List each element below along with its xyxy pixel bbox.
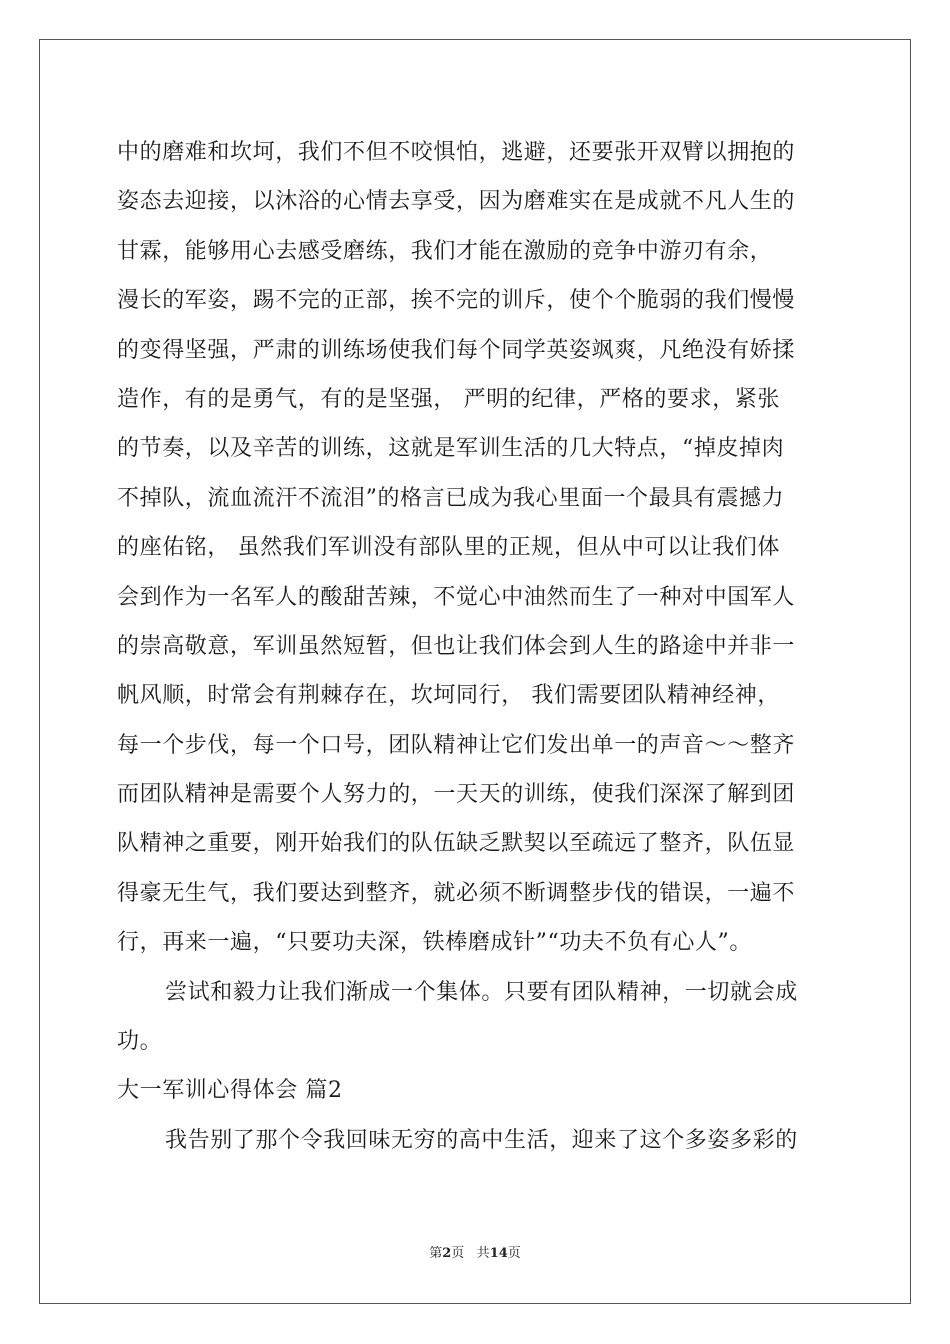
text-line: 尝试和毅力让我们渐成一个集体。只要有团队精神，一切就会成 bbox=[165, 979, 798, 1005]
document-body bbox=[117, 128, 833, 1165]
text-line: 而团队精神是需要个人努力的，一天天的训练，使我们深深了解到团 bbox=[117, 782, 796, 808]
footer-page-suffix: 页 bbox=[451, 1246, 465, 1261]
footer-prefix: 第 bbox=[429, 1246, 443, 1261]
current-page-number: 2 bbox=[442, 1246, 452, 1261]
text-line: 漫长的军姿，踢不完的正部，挨不完的训斥，使个个脆弱的我们慢慢 bbox=[117, 288, 796, 314]
text-line: 不掉队，流血流汗不流泪”的格言已成为我心里面一个最具有震撼力 bbox=[117, 485, 785, 511]
text-line: 得豪无生气，我们要达到整齐，就必须不断调整步伐的错误，一遍不 bbox=[117, 880, 796, 906]
text-line: 姿态去迎接，以沐浴的心情去享受，因为磨难实在是成就不凡人生的 bbox=[117, 189, 796, 215]
text-line: 每一个步伐，每一个口号，团队精神让它们发出单一的声音～～整齐 bbox=[117, 732, 796, 758]
text-line: 的崇高敬意，军训虽然短暂，但也让我们体会到人生的路途中并非一 bbox=[117, 633, 796, 659]
page-footer bbox=[0, 1245, 950, 1263]
text-line: 大一军训心得体会 篇2 bbox=[117, 1078, 343, 1104]
text-line: 的座佑铭， 虽然我们军训没有部队里的正规，但从中可以让我们体 bbox=[117, 535, 780, 561]
text-line: 的变得坚强，严肃的训练场使我们每个同学英姿飒爽，凡绝没有娇揉 bbox=[117, 337, 796, 363]
text-line: 帆风顺，时常会有荆棘存在，坎坷同行， 我们需要团队精神经神， bbox=[117, 683, 780, 709]
footer-total-suffix: 页 bbox=[507, 1246, 521, 1261]
text-line: 中的磨难和坎坷，我们不但不咬惧怕，逃避，还要张开双臂以拥抱的 bbox=[117, 140, 796, 165]
text-line: 的节奏，以及辛苦的训练，这就是军训生活的几大特点，“掉皮掉肉 bbox=[117, 436, 785, 462]
footer-total-prefix: 共 bbox=[476, 1246, 490, 1261]
text-line: 我告别了那个令我回味无穷的高中生活，迎来了这个多姿多彩的 bbox=[165, 1127, 798, 1153]
text-line: 甘霖，能够用心去感受磨练，我们才能在激励的竞争中游刃有余， bbox=[117, 238, 773, 264]
total-pages-number: 14 bbox=[489, 1246, 508, 1261]
text-line: 队精神之重要，刚开始我们的队伍缺乏默契以至疏远了整齐，队伍显 bbox=[117, 831, 796, 857]
text-line: 会到作为一名军人的酸甜苦辣，不觉心中油然而生了一种对中国军人 bbox=[117, 584, 796, 610]
text-line: 造作，有的是勇气，有的是坚强， 严明的纪律，严格的要求，紧张 bbox=[117, 386, 780, 412]
text-line: 行，再来一遍，“只要功夫深，铁棒磨成针”“功夫不负有心人”。 bbox=[117, 930, 752, 956]
text-line: 功。 bbox=[117, 1029, 163, 1055]
